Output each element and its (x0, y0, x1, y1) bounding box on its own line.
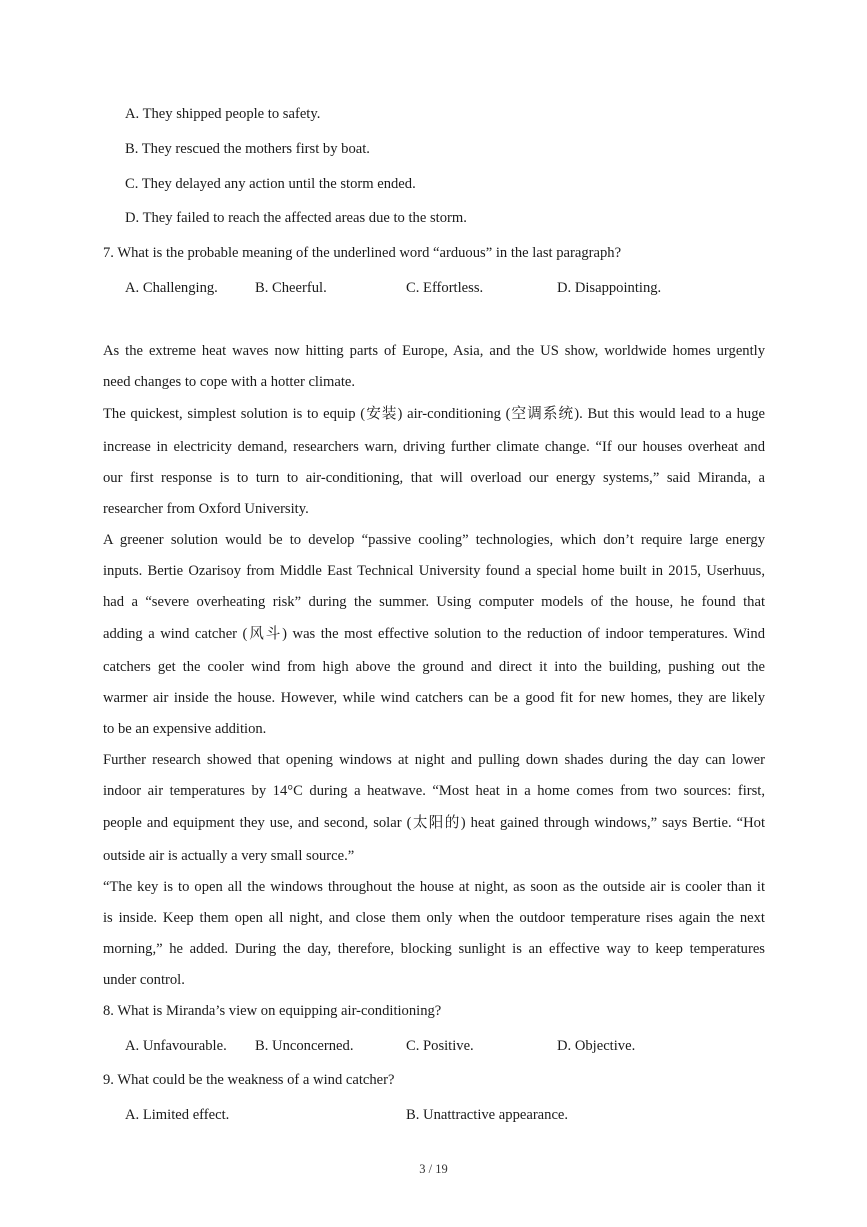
q7-option-c: C. Effortless. (406, 280, 484, 296)
q7-option-b: B. Cheerful. (255, 280, 327, 296)
passage-p5-line: morning,” he added. During the day, therefore, blocking sunlight is an effective way to keep temperatures (103, 941, 765, 957)
q8-option-b: B. Unconcerned. (255, 1038, 354, 1054)
q6-option-d: D. They failed to reach the affected areas due to the storm. (125, 210, 467, 226)
passage-p2-line: increase in electricity demand, researchers warn, driving further climate change. “If our houses overheat and (103, 439, 765, 455)
q9-option-a: A. Limited effect. (125, 1107, 230, 1123)
passage-p3-line: had a “severe overheating risk” during the summer. Using computer models of the house, he found that (103, 594, 765, 610)
q6-option-b: B. They rescued the mothers first by boat. (125, 141, 370, 157)
q6-option-c: C. They delayed any action until the storm ended. (125, 176, 416, 192)
passage-p3-line: adding a wind catcher (风斗) was the most effective solution to the reduction of indoor temperatures. Wind (103, 626, 765, 642)
passage-p4-line: indoor air temperatures by 14°C during a heatwave. “Most heat in a home comes from two sources: first, (103, 783, 765, 799)
q7-option-d: D. Disappointing. (557, 280, 662, 296)
passage-p3-line: warmer air inside the house. However, while wind catchers can be a good fit for new homes, they are likely (103, 690, 765, 706)
passage-p3-line: inputs. Bertie Ozarisoy from Middle East Technical University found a special home built in 2015, Userhuus, (103, 563, 765, 579)
q7-option-a: A. Challenging. (125, 280, 218, 296)
passage-p3-line: to be an expensive addition. (103, 721, 267, 737)
q8-option-a: A. Unfavourable. (125, 1038, 227, 1054)
passage-p2-line: researcher from Oxford University. (103, 501, 309, 517)
passage-p5-line: “The key is to open all the windows throughout the house at night, as soon as the outside air is cooler than it (103, 879, 765, 895)
passage-p1-line: need changes to cope with a hotter climate. (103, 374, 356, 390)
passage-p3-line: catchers get the cooler wind from high above the ground and direct it into the building, pushing out the (103, 659, 765, 675)
passage-p1-line: As the extreme heat waves now hitting parts of Europe, Asia, and the US show, worldwide homes urgently (103, 343, 765, 359)
passage-p5-line: is inside. Keep them open all night, and close them only when the outdoor temperature rises again the next (103, 910, 765, 926)
q8-option-c: C. Positive. (406, 1038, 474, 1054)
passage-p4-line: people and equipment they use, and second, solar (太阳的) heat gained through windows,” says Bertie. “Hot (103, 815, 765, 831)
q9-option-b: B. Unattractive appearance. (406, 1107, 569, 1123)
page-number: 3 / 19 (419, 1162, 448, 1176)
passage-p2-line: our first response is to turn to air-conditioning, that will overload our energy systems,” said Miranda, a (103, 470, 765, 486)
passage-p3-line: A greener solution would be to develop “passive cooling” technologies, which don’t require large energy (103, 532, 765, 548)
passage-p5-line: under control. (103, 972, 185, 988)
q9-stem: 9. What could be the weakness of a wind catcher? (103, 1072, 395, 1088)
passage-p2-line: The quickest, simplest solution is to equip (安装) air-conditioning (空调系统). But this would lead to a huge (103, 406, 765, 422)
passage-p4-line: Further research showed that opening windows at night and pulling down shades during the day can lower (103, 752, 765, 768)
q8-option-d: D. Objective. (557, 1038, 636, 1054)
passage-p4-line: outside air is actually a very small source.” (103, 848, 355, 864)
q6-option-a: A. They shipped people to safety. (125, 106, 321, 122)
q7-stem: 7. What is the probable meaning of the underlined word “arduous” in the last paragraph? (103, 245, 622, 261)
q8-stem: 8. What is Miranda’s view on equipping air-conditioning? (103, 1003, 442, 1019)
